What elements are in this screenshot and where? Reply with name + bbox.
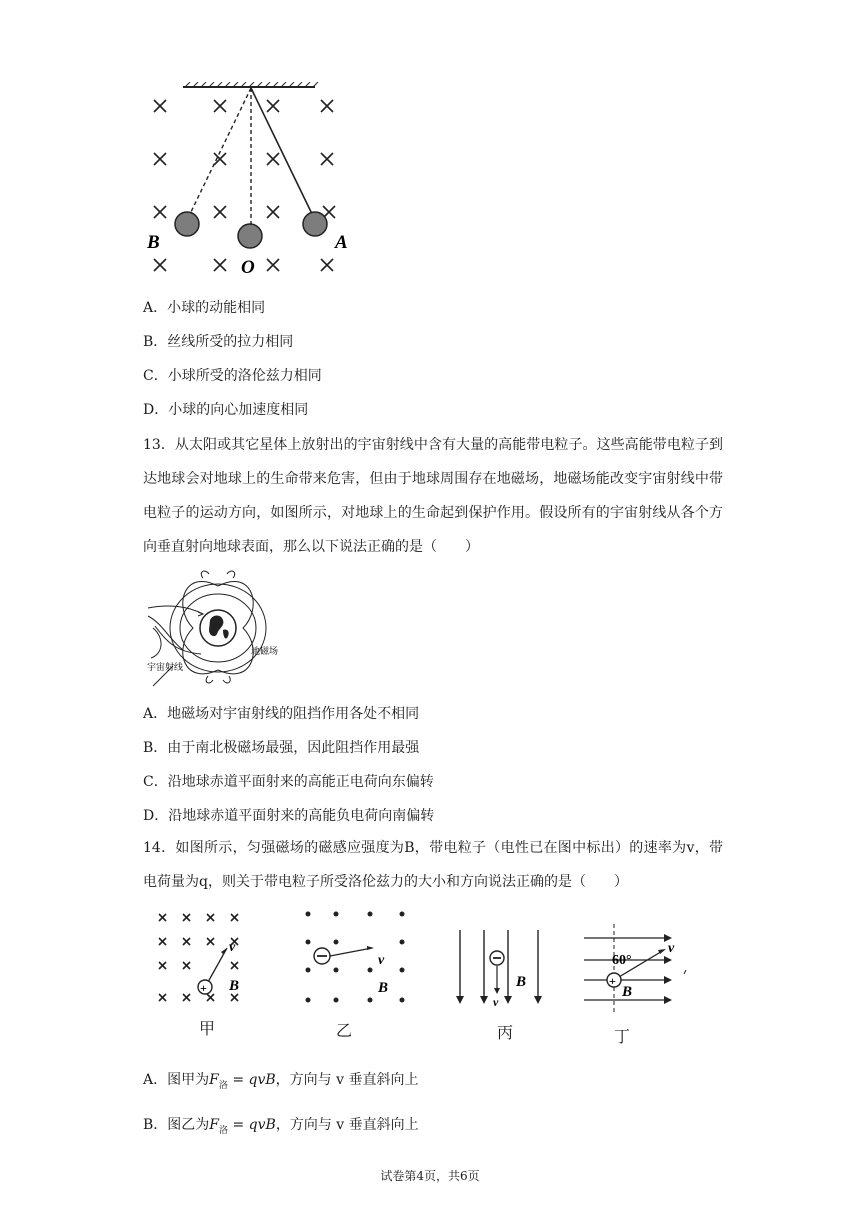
- caption-jia: 甲: [199, 1019, 216, 1038]
- label-b: B: [147, 232, 160, 253]
- svg-text:+: +: [200, 981, 207, 995]
- label-a: A: [335, 232, 348, 253]
- q13-stem: 13．从太阳或其它星体上放射出的宇宙射线中含有大量的高能带电粒子。这些高能带电粒子到达地球会对地球上的生命带来危害，但由于地球周围存在地磁场，地磁场能改变宇宙射线中带电粒子的运动方向，如图所示，对地球上的生命起到保护作用。假设所有的宇宙射线从各个方向垂直射向地球表面，那么以下说法正确的是（ ）: [143, 437, 723, 555]
- geomagnetic-figure: [143, 568, 303, 688]
- q13-option-a: A．地磁场对宇宙射线的阻挡作用各处不相同: [143, 706, 420, 722]
- b-label: B: [229, 978, 240, 994]
- figure-bing: [452, 928, 552, 1008]
- ball-a: [303, 212, 327, 236]
- v-label: v: [668, 941, 675, 956]
- label-geomagnetic-field: 地磁场: [251, 646, 279, 656]
- caption-bing: 丙: [497, 1023, 514, 1042]
- v-label: v: [229, 940, 236, 955]
- label-o: O: [241, 257, 255, 278]
- q14-stem: 14．如图所示，匀强磁场的磁感应强度为B，带电粒子（电性已在图中标出）的速率为v，带电荷量为q，则关于带电粒子所受洛伦兹力的大小和方向说法正确的是（ ）: [143, 840, 723, 890]
- v-label: v: [378, 953, 385, 968]
- v-label: v: [493, 995, 499, 1008]
- b-label: B: [516, 974, 527, 990]
- q12-option-b: B．丝线所受的拉力相同: [143, 334, 294, 350]
- b-label: B: [622, 984, 633, 1000]
- ball-b: [175, 212, 199, 236]
- b-label: B: [378, 980, 389, 996]
- q12-option-d: D．小球的向心加速度相同: [143, 402, 309, 418]
- q12-option-c: C．小球所受的洛伦兹力相同: [143, 368, 322, 384]
- q13-option-b: B．由于南北极磁场最强，因此阻挡作用最强: [143, 740, 420, 756]
- figure-jia: [153, 908, 263, 1008]
- caption-ding: 丁: [614, 1027, 631, 1046]
- figure-yi: [298, 906, 418, 1006]
- angle-label: 60°: [612, 953, 632, 968]
- caption-yi: 乙: [336, 1021, 353, 1040]
- ball-o: [238, 224, 262, 248]
- q13-option-c: C．沿地球赤道平面射来的高能正电荷向东偏转: [143, 774, 434, 790]
- label-cosmic-rays: 宇宙射线: [147, 662, 184, 672]
- q14-option-a: A．图甲为$F_洛$ = qvB，方向与 v 垂直斜向上: [143, 1072, 419, 1091]
- q12-option-a: A．小球的动能相同: [143, 300, 266, 316]
- page-footer: 试卷第4页，共6页: [380, 1169, 480, 1183]
- q13-option-d: D．沿地球赤道平面射来的高能负电荷向南偏转: [143, 808, 435, 824]
- figure-ding: [584, 924, 694, 1014]
- q14-option-b: B．图乙为$F_洛$ = qvB，方向与 v 垂直斜向上: [143, 1117, 419, 1136]
- svg-text:+: +: [609, 974, 616, 988]
- pendulum-figure: [145, 82, 355, 282]
